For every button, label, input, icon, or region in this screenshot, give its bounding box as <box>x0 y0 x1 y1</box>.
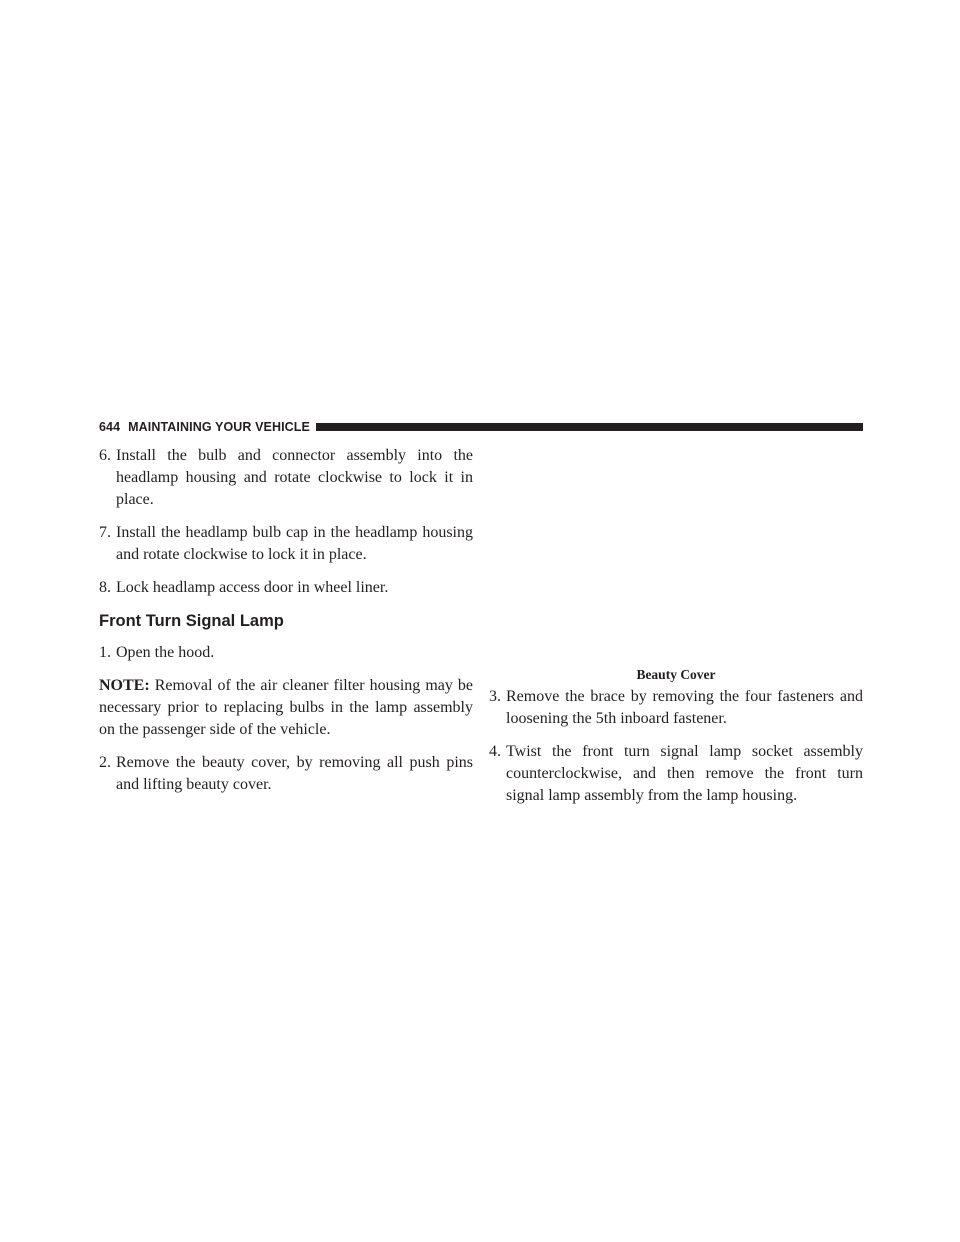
step-text: Remove the brace by removing the four fasteners and loosening the 5th inboard fastener. <box>506 688 863 727</box>
page-number: 644 <box>99 420 121 434</box>
step-7 <box>99 522 473 566</box>
step-number: 1. <box>99 644 111 661</box>
beauty-cover-figure <box>489 445 863 655</box>
step-8 <box>99 577 473 599</box>
step-text: Remove the beauty cover, by removing all push pins and lifting beauty cover. <box>116 754 473 793</box>
note-text: Removal of the air cleaner filter housing may be necessary prior to replacing bulbs in the lamp assembly on the passenger side of the vehicle. <box>99 677 474 738</box>
step-number: 3. <box>489 688 501 705</box>
note-paragraph <box>99 675 473 741</box>
step-3 <box>489 686 863 730</box>
step-number: 8. <box>99 579 111 596</box>
step-text: Open the hood. <box>116 644 215 661</box>
step-number: 4. <box>489 743 501 760</box>
figure-caption: Beauty Cover <box>636 667 716 682</box>
step-1 <box>99 642 473 664</box>
header-rule <box>316 423 863 431</box>
subheading-front-turn-signal-lamp: Front Turn Signal Lamp <box>99 612 284 630</box>
step-number: 6. <box>99 447 111 464</box>
step-text: Lock headlamp access door in wheel liner. <box>116 579 389 596</box>
step-text: Twist the front turn signal lamp socket assembly counterclockwise, and then remove the front turn signal lamp assembly from the lamp housing. <box>506 743 863 804</box>
left-column <box>99 445 473 807</box>
section-title: MAINTAINING YOUR VEHICLE <box>128 420 310 434</box>
note-label: NOTE: <box>99 677 150 694</box>
step-number: 7. <box>99 524 111 541</box>
right-column-steps <box>489 686 863 818</box>
step-4 <box>489 741 863 807</box>
step-2 <box>99 752 473 796</box>
step-number: 2. <box>99 754 111 771</box>
step-text: Install the bulb and connector assembly into the headlamp housing and rotate clockwise to lock it in place. <box>116 447 473 508</box>
step-6 <box>99 445 473 511</box>
step-text: Install the headlamp bulb cap in the headlamp housing and rotate clockwise to lock it in place. <box>116 524 473 563</box>
page-header <box>99 420 863 434</box>
